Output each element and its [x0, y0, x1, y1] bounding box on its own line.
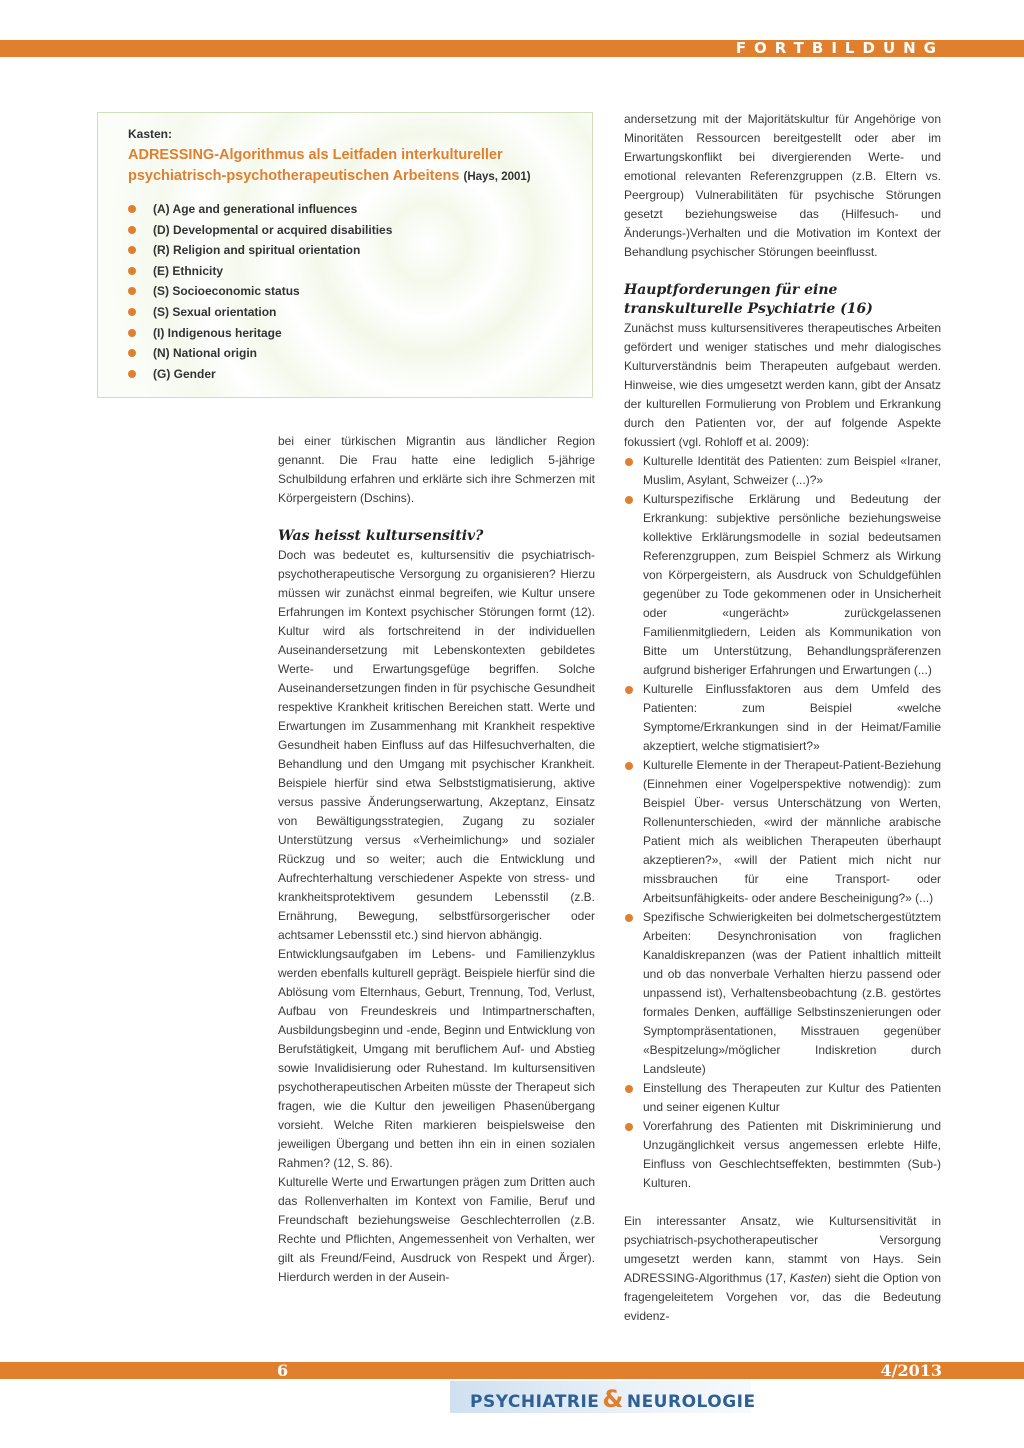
text-span: ) sieht die Option von fragengeleitetem Vorgehen vor, das die Bedeutung evidenz-	[624, 1271, 941, 1323]
list-item: (S) Sexual orientation	[128, 302, 392, 323]
list-item: Kulturspezifische Erklärung und Bedeutung der Erkrankung: subjektive persönliche beziehungsweise kollektive Erklärungsmodelle in sozial bedeutsamen Referenzgruppen, zum Beispiel Schmerz als Wirkung von Körpergeistern, als Ausdruck von Schuldgefühlen gegenüber zu Tode gekommenen oder in Unsicherheit oder «ungerächt» zurückgelassenen Familienmitgliedern, Leiden als Kommunikation von Bitte um Unterstützung, Behandlungspräferenzen aufgrund bisheriger Erfahrungen und Erwartungen (...)	[624, 490, 941, 680]
box-citation: (Hays, 2001)	[463, 171, 531, 183]
paragraph: Kulturelle Werte und Erwartungen prägen zum Dritten auch das Rollenverhalten im Kontext von Familie, Beruf und Freundschaft beziehungsweise Geschlechterrollen (z.B. Rechte und Pflichten, Angemessenheit von Verhalten, wer gilt als Freund/Feind, Ausdruck von Respekt und Ärger). Hierdurch werden in der Ausein-	[278, 1175, 595, 1284]
list-item: Einstellung des Therapeuten zur Kultur des Patienten und seiner eigenen Kultur	[624, 1079, 941, 1117]
list-item: (S) Socioeconomic status	[128, 281, 392, 302]
list-item: (I) Indigenous heritage	[128, 323, 392, 344]
list-item: (D) Developmental or acquired disabilities	[128, 220, 392, 241]
section-header-bar	[0, 40, 1024, 57]
list-item: Kulturelle Identität des Patienten: zum Beispiel «Iraner, Muslim, Asylant, Schweizer (...)?»	[624, 452, 941, 490]
paragraph: bei einer türkischen Migrantin aus ländlicher Region genannt. Die Frau hatte eine lediglich 5-jährige Schulbildung erfahren und erklärte sich ihre Schmerzen mit Körpergeistern (Dschins).	[278, 434, 595, 505]
logo-right: NEUROLOGIE	[626, 1392, 756, 1412]
list-item: (E) Ethnicity	[128, 261, 392, 282]
list-item: Kulturelle Einflussfaktoren aus dem Umfeld des Patienten: zum Beispiel «welche Symptome/Erkrankungen sind in der Heimat/Familie akzeptiert, welche stigmatisiert?»	[624, 680, 941, 756]
list-item: Spezifische Schwierigkeiten bei dolmetschergestütztem Arbeiten: Desynchronisation von fraglichen Kanaldiskrepanzen (was der Patient inhaltlich mitteilt und ob das nonverbale Verhalten hierzu passend oder unpassend ist), Verhaltensbeobachtung (z.B. gestörtes formales Denken, auffällige Selbstinszenierungen oder Symptompräsentationen, Misstrauen gegenüber «Bespitzelung»/möglicher Indiskretion durch Landsleute)	[624, 908, 941, 1079]
list-item: Kulturelle Elemente in der Therapeut-Patient-Beziehung (Einnehmen einer Vogelperspektive notwendig): zum Beispiel Über- versus Unterschätzung von Werten, Rollenunterschieden, «wird der männliche arabische Patient mich als weiblichen Therapeuten überhaupt akzeptieren?», «will der Patient mich nicht nur missbrauchen für eine Transport- oder Arbeitsunfähigkeits- oder andere Bescheinigung?» (...)	[624, 756, 941, 908]
box-label: Kasten:	[128, 127, 173, 141]
logo-ampersand: &	[602, 1385, 624, 1413]
paragraph: Zunächst muss kultursensitiveres therapeutisches Arbeiten gefördert und weniger statisches und mehr dialogisches Kulturverständnis beim Therapeuten aufgebaut werden. Hinweise, wie dies umgesetzt werden kann, gibt der Ansatz der kulturellen Formulierung von Problem und Erkrankung durch den Patienten vor, der auf folgende Aspekte fokussiert (vgl. Rohloff et al. 2009):	[624, 321, 941, 449]
list-item: (R) Religion and spiritual orientation	[128, 240, 392, 261]
paragraph: Entwicklungsaufgaben im Lebens- und Familienzyklus werden ebenfalls kulturell geprägt. Beispiele hierfür sind die Ablösung vom Elternhaus, Geburt, Trennung, Tod, Verlust, Aufbau von Freundeskreis und Intimpartnerschaften, Ausbildungsbeginn und -ende, Beginn und Entwicklung von Berufstätigkeit, Umgang mit beruflichem Auf- und Abstieg sowie Invalidisierung oder Ruhestand. Im kultursensitiven psychotherapeutischen Arbeiten müsste der Therapeut sich fragen, wie die Kultur den jeweiligen Phasenübergang vorsieht. Welche Riten markieren beispielsweise den jeweiligen Übergang und betten ihn ein in einen sozialen Rahmen? (12, S. 86).	[278, 947, 595, 1170]
adressing-list	[128, 199, 392, 384]
right-column	[624, 110, 941, 1326]
page-number: 6	[277, 1361, 289, 1380]
journal-logo	[450, 1381, 756, 1413]
logo-left: PSYCHIATRIE	[470, 1392, 600, 1412]
list-item: (N) National origin	[128, 343, 392, 364]
section-heading: Was heisst kultursensitiv?	[278, 528, 484, 544]
left-column	[278, 432, 595, 1287]
info-box	[97, 112, 593, 398]
logo-text	[470, 1385, 756, 1413]
box-title-text: ADRESSING-Algorithmus als Leitfaden interkultureller psychiatrisch-psychotherapeutischen Arbeitens	[128, 147, 503, 184]
footer-bar	[0, 1362, 1024, 1379]
text-span: Ein interessanter Ansatz, wie Kultursensitivität in psychiatrisch-psychotherapeutischer Versorgung umgesetzt werden kann, stammt von Hays. Sein ADRESSING-Algorithmus (17,	[624, 1214, 941, 1285]
box-title	[128, 145, 568, 188]
issue-number: 4/2013	[880, 1361, 942, 1380]
aspects-list	[624, 452, 941, 1193]
paragraph: Doch was bedeutet es, kultursensitiv die psychiatrisch-psychotherapeutische Versorgung zu organisieren? Hierzu müssen wir zunächst einmal begreifen, wie Kultur unsere Erfahrungen im Kontext psychischer Störungen formt (12). Kultur wird als fortschreitend in der individuellen Auseinandersetzung mit Lebenskontexten gebildetes Werte- und Erwartungsgefüge begriffen. Solche Auseinandersetzungen finden in für psychische Gesundheit respektive Krankheit kritischen Bereichen statt. Werte und Erwartungen im Zusammenhang mit Krankheit respektive Gesundheit haben Einfluss auf das Hilfesuchverhalten, die Behandlung und den Umgang mit psychischer Krankheit. Beispiele hierfür sind etwa Selbststigmatisierung, aktive versus passive Änderungserwartung, Akzeptanz, Einsatz von Bewältigungsstrategien, Zugang zu sozialer Unterstützung versus «Verheimlichung» und sozialer Rückzug und so weiter; auch die Entwicklung und Aufrechterhaltung verschiedener Aspekte von stress- und krankheitsprotektivem gesundem Lebensstil (z.B. Ernährung, Bewegung, selbstfürsorgerischer oder achtsamer Lebensstil etc.) sind hiervon abhängig.	[278, 548, 595, 942]
section-label: FORTBILDUNG	[735, 39, 944, 57]
section-heading: Hauptforderungen für eine transkulturelle Psychiatrie (16)	[624, 282, 873, 317]
list-item: Vorerfahrung des Patienten mit Diskriminierung und Unzugänglichkeit versus angemessen erlebte Hilfe, Einfluss von Geschlechtseffekten, bestimmten (Sub-) Kulturen.	[624, 1117, 941, 1193]
paragraph	[624, 1212, 941, 1326]
emphasis: Kasten	[789, 1271, 828, 1285]
list-item: (G) Gender	[128, 364, 392, 385]
paragraph: andersetzung mit der Majoritätskultur für Angehörige von Minoritäten Ressourcen bereitgestellt oder aber im Erwartungskonflikt bei divergierenden Werte- und emotional relevanten Referenzgruppen (z.B. Eltern vs. Peergroup) Vulnerabilitäten für psychische Störungen gesetzt beziehungsweise das (Hilfesuch- und Änderungs-)Verhalten und die Motivation im Kontext der Behandlung psychischer Störungen beeinflusst.	[624, 112, 941, 259]
list-item: (A) Age and generational influences	[128, 199, 392, 220]
